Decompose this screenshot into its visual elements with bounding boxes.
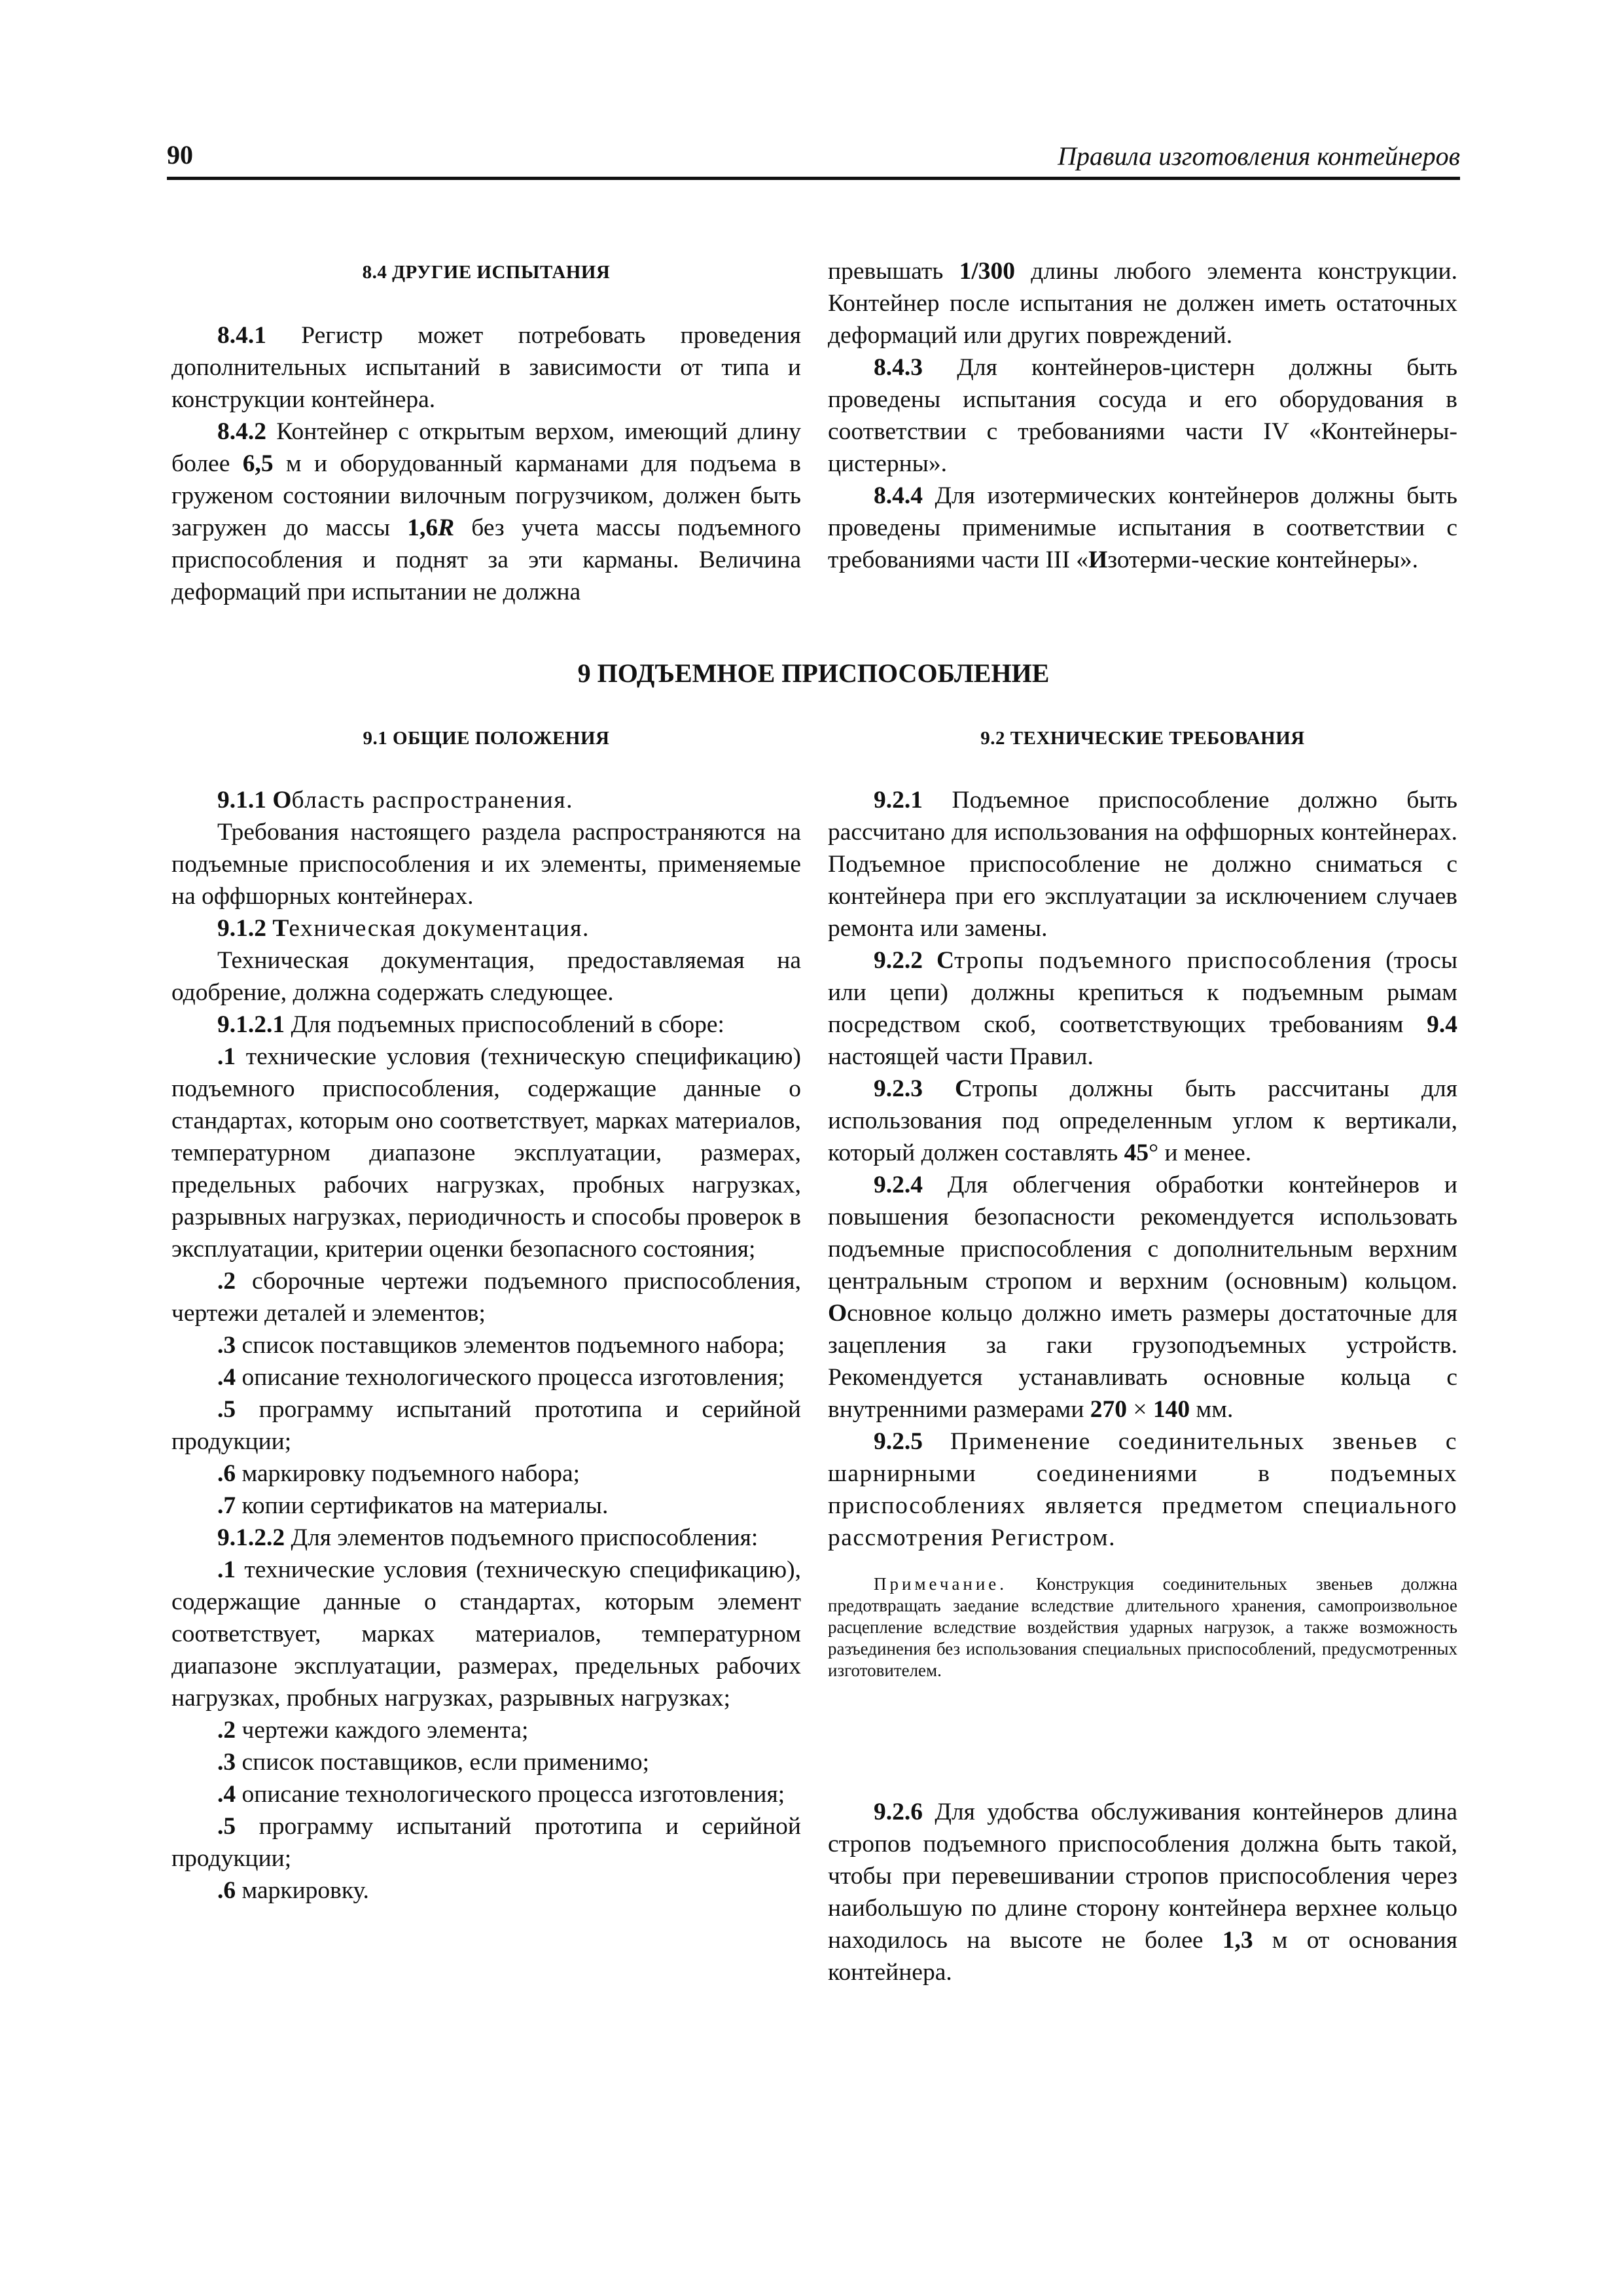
list-item: .1 технические условия (техническую спецификацию), содержащие данные о стандартах, которым элемент соответствует, марках материалов, температурном диапазоне эксплуатации, размерах, предельных рабочих нагрузках, пробных нагрузках, разрывных нагрузках; — [171, 1556, 801, 1712]
list-item: .2 сборочные чертежи подъемного приспособления, чертежи деталей и элементов; — [171, 1268, 801, 1327]
page-number: 90 — [167, 140, 193, 170]
paragraph-9-2-6: 9.2.6 Для удобства обслуживания контейнеров длина стропов подъемного приспособления должна быть такой, чтобы при перевешивании стропов приспособления через наибольшую по длине сторону контейнера верхнее кольцо находилось на высоте не более 1,3 м от основания контейнера. — [828, 1799, 1458, 1986]
lower-left-column — [171, 784, 801, 1907]
paragraph-9-1-2-1: 9.1.2.1 Для подъемных приспособлений в сборе: — [217, 1011, 724, 1038]
paragraph-8-4-3: 8.4.3 Для контейнеров-цистерн должны быть проведены испытания сосуда и его оборудования в соответствии с требованиями части IV «Контейнеры-цистерны». — [828, 354, 1457, 477]
list-item: .7 копии сертификатов на материалы. — [217, 1492, 609, 1519]
list-item: .5 программу испытаний прототипа и серийной продукции; — [171, 1813, 801, 1872]
paragraph-9-1-1-text: Требования настоящего раздела распространяются на подъемные приспособления и их элементы, применяемые на оффшорных контейнерах. — [171, 819, 801, 910]
list-item: .3 список поставщиков, если применимо; — [217, 1749, 650, 1776]
list-item: .1 технические условия (техническую спецификацию) подъемного приспособления, содержащие данные о стандартах, которым оно соответствует, марках материалов, температурном диапазоне эксплуатации, размерах, предельных рабочих нагрузках, пробных нагрузках, разрывных нагрузках, периодичность и способы проверок в эксплуатации, критерии оценки безопасного состояния; — [171, 1043, 801, 1263]
paragraph-9-1-1-title: 9.1.1 Область распространения. — [217, 787, 573, 814]
paragraph-9-2-1: 9.2.1 Подъемное приспособление должно быть рассчитано для использования на оффшорных контейнерах. Подъемное приспособление не должно сниматься с контейнера при его эксплуатации за исключением случаев ремонта или замены. — [828, 787, 1457, 942]
list-item: .5 программу испытаний прототипа и серийной продукции; — [171, 1396, 801, 1455]
paragraph-8-4-2: 8.4.2 Контейнер с открытым верхом, имеющий длину более 6,5 м и оборудованный карманами для подъема в груженом состоянии вилочным погрузчиком, должен быть загружен до массы 1,6R без учета массы подъемного приспособления и поднят за эти карманы. Величина деформаций при испытании не должна — [171, 418, 802, 605]
section-9-1-heading: 9.1 ОБЩИЕ ПОЛОЖЕНИЯ — [363, 728, 610, 749]
paragraph-9-2-5: 9.2.5 Применение соединительных звеньев с шарнирными соединениями в подъемных приспособлениях является предметом специального рассмотрения Регистром. — [828, 1428, 1457, 1551]
page-header — [167, 139, 1460, 179]
note: Примечание. Конструкция соединительных звеньев должна предотвращать заедание вследствие длительного хранения, самопроизвольное расцепление вследствие воздействия ударных нагрузок, а также возможность разъединения без использования специальных приспособлений, предусмотренных изготовителем. — [828, 1574, 1457, 1680]
paragraph-8-4-4: 8.4.4 Для изотермических контейнеров должны быть проведены применимые испытания в соответствии с требованиями части III «Изотерми-ческие контейнеры». — [828, 482, 1457, 573]
paragraph-9-2-2: 9.2.2 Стропы подъемного приспособления (тросы или цепи) должны крепиться к подъемным рымам посредством скоб, соответствующих требованиям 9.4 настоящей части Правил. — [828, 947, 1458, 1070]
note-spacer — [828, 1554, 1457, 1573]
paragraph-9-2-4: 9.2.4 Для облегчения обработки контейнеров и повышения безопасности рекомендуется использовать подъемные приспособления с дополнительным верхним центральным стропом и верхним (основным) кольцом. Основное кольцо должно иметь размеры достаточные для зацепления за гаки грузоподъемных устройств. Рекомендуется устанавливать основные кольца с внутренними размерами 270 × 140 мм. — [828, 1172, 1457, 1423]
list-item: .4 описание технологического процесса изготовления; — [217, 1781, 785, 1808]
paragraph-9-1-2-title: 9.1.2 Техническая документация. — [217, 915, 590, 942]
list-item: .2 чертежи каждого элемента; — [217, 1717, 529, 1744]
section-8-4-heading: 8.4 ДРУГИЕ ИСПЫТАНИЯ — [362, 262, 611, 283]
lower-right-column — [828, 784, 1457, 1681]
header-rule — [167, 177, 1460, 180]
upper-left-column — [171, 319, 801, 608]
list-item: .6 маркировку. — [217, 1877, 369, 1904]
list-item: .3 список поставщиков элементов подъемного набора; — [217, 1332, 785, 1359]
paragraph-9-2-3: 9.2.3 Стропы должны быть рассчитаны для использования под определенным углом к вертикали, который должен составлять 45° и менее. — [828, 1075, 1457, 1166]
upper-right-column — [828, 255, 1457, 576]
list-item: .6 маркировку подъемного набора; — [217, 1460, 580, 1487]
running-title: Правила изготовления контейнеров — [1058, 141, 1460, 171]
paragraph-8-4-2-continued: превышать 1/300 длины любого элемента конструкции. Контейнер после испытания не должен иметь остаточных деформаций или других повреждений. — [828, 258, 1457, 349]
paragraph-8-4-1: 8.4.1 Регистр может потребовать проведения дополнительных испытаний в зависимости от типа и конструкции контейнера. — [171, 322, 801, 413]
section-9-title: 9 ПОДЪЕМНОЕ ПРИСПОСОБЛЕНИЕ — [577, 658, 1050, 688]
section-9-2-heading: 9.2 ТЕХНИЧЕСКИЕ ТРЕБОВАНИЯ — [980, 728, 1305, 749]
paragraph-9-1-2-2: 9.1.2.2 Для элементов подъемного приспособления: — [217, 1524, 758, 1551]
paragraph-9-2-6-block — [828, 1796, 1457, 1988]
list-item: .4 описание технологического процесса изготовления; — [217, 1364, 785, 1391]
paragraph-9-1-2-text: Техническая документация, предоставляемая на одобрение, должна содержать следующее. — [171, 947, 801, 1006]
